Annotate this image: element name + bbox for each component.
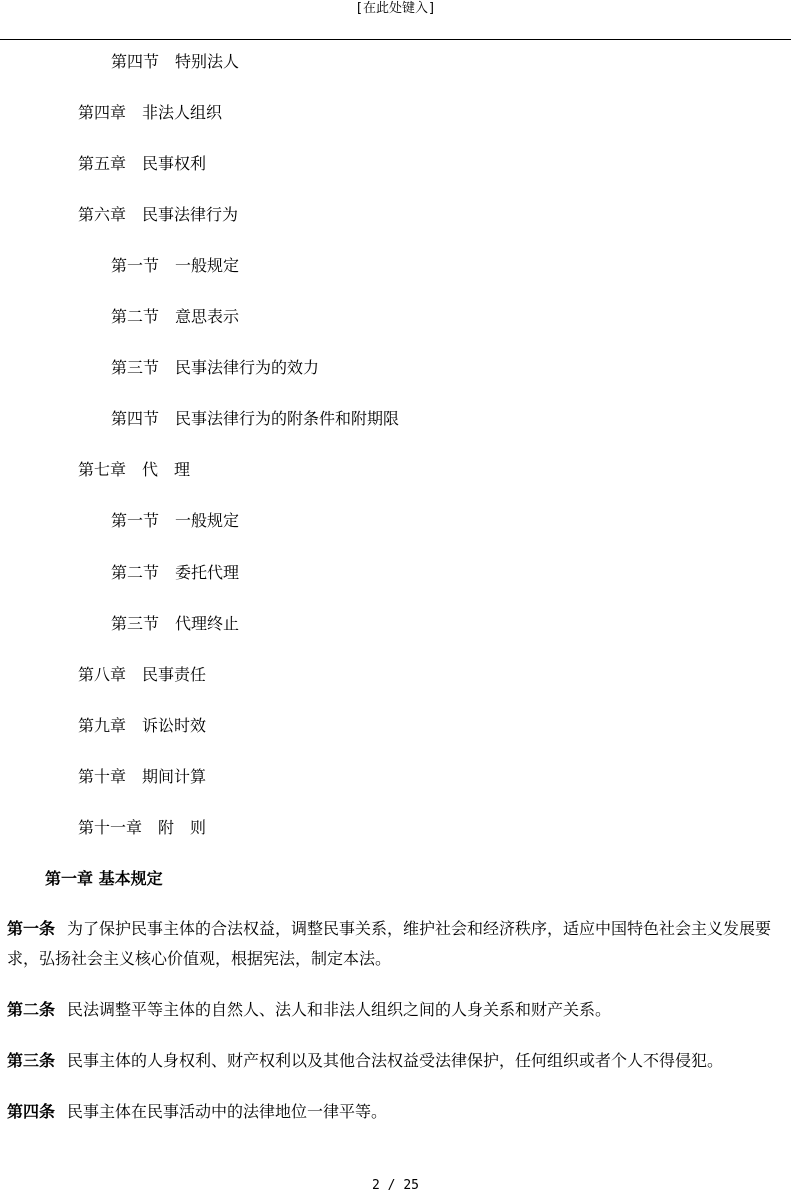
article-number: 第二条 xyxy=(7,1000,56,1019)
toc-entry-number: 第四节 xyxy=(111,409,160,428)
toc-entry-title: 民事责任 xyxy=(142,665,207,684)
article-number: 第三条 xyxy=(7,1051,56,1070)
toc-entry-number: 第二节 xyxy=(111,307,160,326)
toc-entry-number: 第一节 xyxy=(111,256,160,275)
toc-entry-title: 一般规定 xyxy=(175,256,240,275)
toc-entry xyxy=(111,511,239,531)
toc-entry xyxy=(78,205,238,225)
toc-entry-title: 代理终止 xyxy=(175,614,240,633)
toc-entry-title: 期间计算 xyxy=(142,767,207,786)
toc-entry-title: 诉讼时效 xyxy=(142,716,207,735)
toc-entry-number: 第四节 xyxy=(111,52,160,71)
toc-entry xyxy=(111,563,239,583)
toc-entry-title: 一般规定 xyxy=(175,511,240,530)
toc-entry-title: 民事法律行为的效力 xyxy=(175,358,320,377)
toc-entry xyxy=(111,52,239,72)
toc-entry xyxy=(78,818,206,838)
toc-entry-number: 第三节 xyxy=(111,614,160,633)
toc-entry-number: 第四章 xyxy=(78,103,127,122)
toc-entry-number: 第五章 xyxy=(78,154,127,173)
article-text: 民事主体在民事活动中的法律地位一律平等。 xyxy=(67,1102,388,1121)
toc-entry-title: 附 则 xyxy=(158,818,207,837)
toc-entry xyxy=(111,409,399,429)
page-header xyxy=(0,0,791,40)
toc-entry xyxy=(111,307,239,327)
header-placeholder-text: [在此处键入] xyxy=(355,1,436,16)
article-number: 第一条 xyxy=(7,919,56,938)
article-text: 为了保护民事主体的合法权益，调整民事关系，维护社会和经济秩序，适应中国特色社会主义发展要求，弘扬社会主义核心价值观，根据宪法，制定本法。 xyxy=(7,919,772,968)
toc-entry-number: 第九章 xyxy=(78,716,127,735)
toc-entry-number: 第十一章 xyxy=(78,818,143,837)
toc-entry-title: 民事法律行为的附条件和附期限 xyxy=(175,409,400,428)
toc-entry xyxy=(78,767,206,787)
article-paragraph xyxy=(7,995,784,1025)
toc-entry xyxy=(78,154,206,174)
toc-entry-title: 民事法律行为 xyxy=(142,205,239,224)
toc-entry-number: 第十章 xyxy=(78,767,127,786)
toc-entry-number: 第六章 xyxy=(78,205,127,224)
article-paragraph xyxy=(7,914,784,974)
toc-entry-number: 第三节 xyxy=(111,358,160,377)
article-text: 民事主体的人身权利、财产权利以及其他合法权益受法律保护，任何组织或者个人不得侵犯。 xyxy=(67,1051,724,1070)
article-text: 民法调整平等主体的自然人、法人和非法人组织之间的人身关系和财产关系。 xyxy=(67,1000,612,1019)
chapter-heading: 第一章 基本规定 xyxy=(45,869,163,888)
toc-entry-number: 第一节 xyxy=(111,511,160,530)
toc-entry-title: 特别法人 xyxy=(175,52,240,71)
toc-entry xyxy=(111,358,319,378)
page-number: 2 / 25 xyxy=(372,1178,419,1193)
article-paragraph xyxy=(7,1097,784,1127)
article-paragraph xyxy=(7,1046,784,1076)
toc-entry-number: 第七章 xyxy=(78,460,127,479)
toc-entry xyxy=(78,103,222,123)
toc-entry xyxy=(111,614,239,634)
toc-entry-number: 第二节 xyxy=(111,563,160,582)
toc-entry xyxy=(78,460,190,480)
toc-entry xyxy=(78,665,206,685)
toc-entry-title: 民事权利 xyxy=(142,154,207,173)
toc-entry xyxy=(78,716,206,736)
toc-entry xyxy=(111,256,239,276)
toc-entry-title: 非法人组织 xyxy=(142,103,223,122)
toc-entry-title: 意思表示 xyxy=(175,307,240,326)
article-number: 第四条 xyxy=(7,1102,56,1121)
toc-entry-title: 代 理 xyxy=(142,460,191,479)
toc-entry-number: 第八章 xyxy=(78,665,127,684)
toc-entry-title: 委托代理 xyxy=(175,563,240,582)
